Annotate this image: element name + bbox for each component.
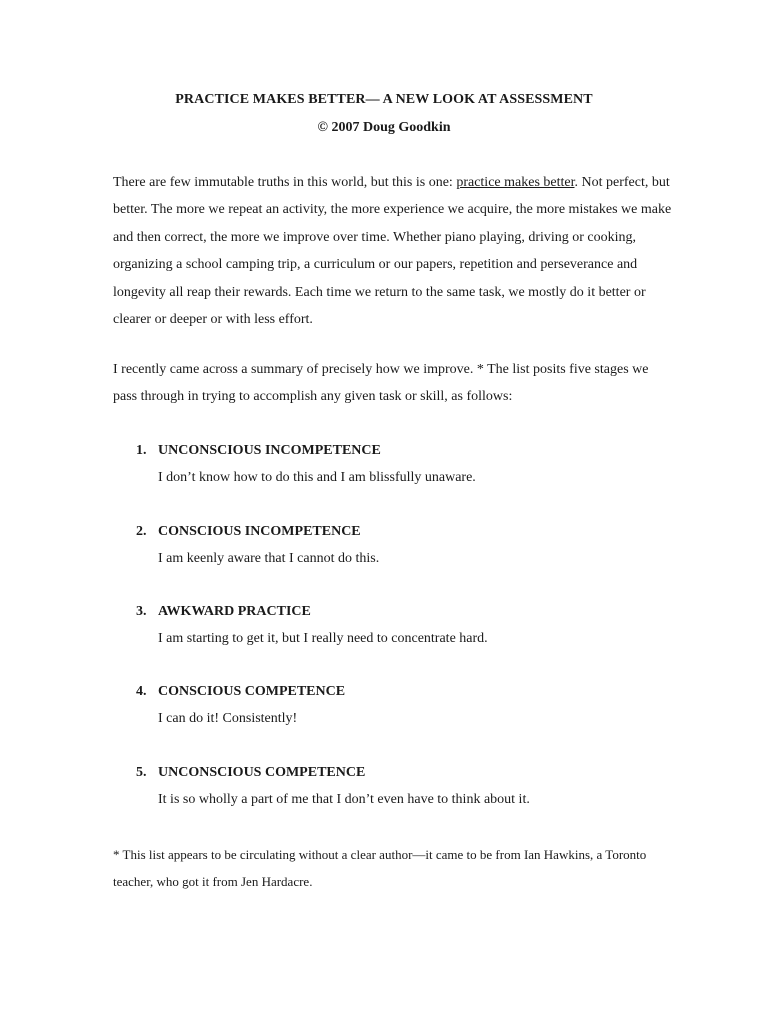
stage-description: I don’t know how to do this and I am blissfully unaware. (158, 470, 476, 485)
stage-description: I am starting to get it, but I really need to concentrate hard. (158, 631, 488, 646)
intro-paragraph (113, 169, 673, 333)
stage-title: CONSCIOUS INCOMPETENCE (158, 524, 361, 539)
stage-item (136, 683, 656, 728)
intro-text-end: . Not perfect, but better. The more we repeat an activity, the more experience we acquire, the more mistakes we make and then correct, the more we improve over time. Whether piano playing, driving or cooking, organizing a school camping trip, a curriculum or our papers, repetition and perseverance and longevity all reap their rewards. Each time we return to the same task, we mostly do it better or clearer or deeper or with less effort. (113, 175, 672, 328)
stage-title: UNCONSCIOUS COMPETENCE (158, 765, 366, 780)
stage-heading (136, 764, 656, 782)
stage-item (136, 603, 656, 648)
stage-title: AWKWARD PRACTICE (158, 604, 311, 619)
stage-number: 1. (136, 443, 147, 458)
stage-title: UNCONSCIOUS INCOMPETENCE (158, 443, 381, 458)
stage-number: 2. (136, 524, 147, 539)
stage-title: CONSCIOUS COMPETENCE (158, 684, 346, 699)
stage-description: I am keenly aware that I cannot do this. (158, 551, 380, 566)
stage-description: It is so wholly a part of me that I don’t even have to think about it. (158, 792, 530, 807)
stage-heading (136, 523, 656, 541)
intro-text-start: There are few immutable truths in this world, but this is one: (113, 175, 457, 190)
stage-heading (136, 683, 656, 701)
stage-number: 4. (136, 684, 147, 699)
footnote: * This list appears to be circulating without a clear author—it came to be from Ian Hawkins, a Toronto teacher, who got it from Jen Hardacre. (113, 847, 647, 889)
copyright-line: © 2007 Doug Goodkin (317, 120, 451, 135)
stage-description: I can do it! Consistently! (158, 711, 298, 726)
stage-heading (136, 442, 656, 460)
stage-number: 5. (136, 765, 147, 780)
underlined-phrase: practice makes better (456, 175, 575, 190)
stage-item (136, 442, 656, 487)
summary-paragraph: I recently came across a summary of precisely how we improve. * The list posits five stages we pass through in trying to accomplish any given task or skill, as follows: (113, 362, 649, 405)
document-title: PRACTICE MAKES BETTER— A NEW LOOK AT ASSESSMENT (175, 92, 593, 107)
stage-item (136, 764, 656, 809)
stage-item (136, 523, 656, 568)
stage-heading (136, 603, 656, 621)
stage-number: 3. (136, 604, 147, 619)
